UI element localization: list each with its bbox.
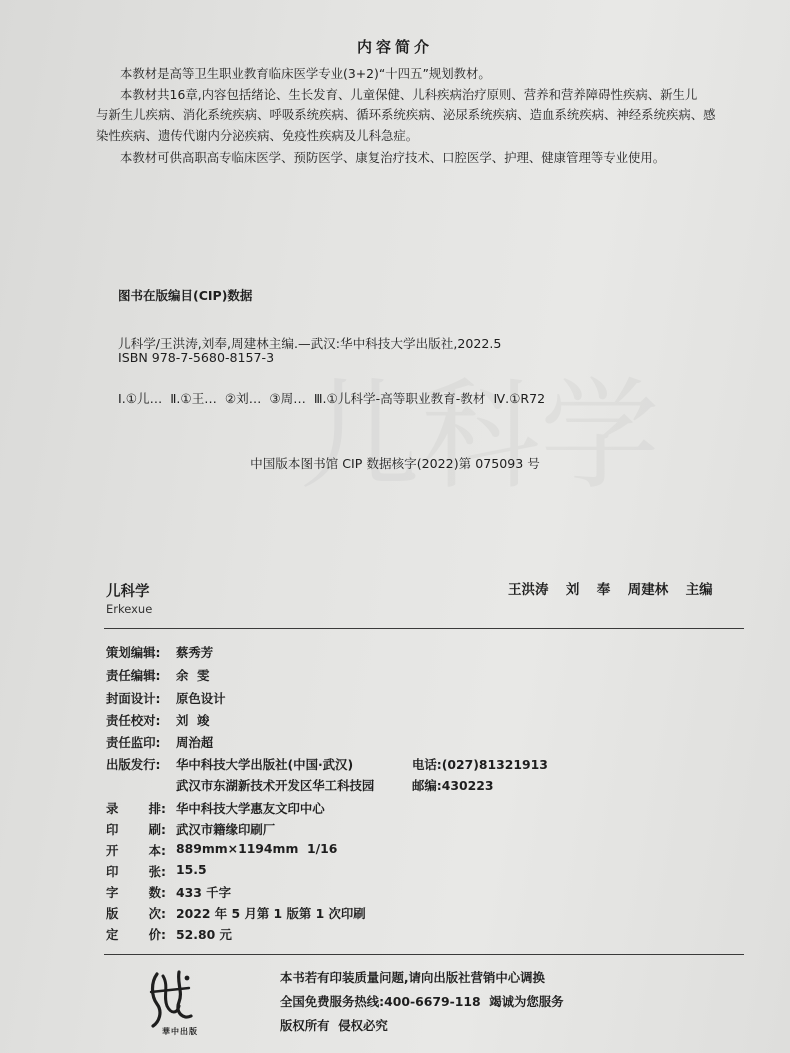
publisher-address: 武汉市东湖新技术开发区华工科技园 xyxy=(176,778,375,793)
spec-label-char: 字 xyxy=(106,885,119,900)
spec-value: 2022 年 5 月第 1 版第 1 次印刷 xyxy=(176,906,366,921)
cip-title: 图书在版编目(CIP)数据 xyxy=(118,288,253,303)
spec-label-char: 印 xyxy=(106,864,119,879)
spec-label-char: 排: xyxy=(148,801,166,816)
credit-label: 策划编辑: xyxy=(106,645,161,660)
isbn: ISBN 978-7-5680-8157-3 xyxy=(118,350,275,365)
footer-quality-notice: 本书若有印装质量问题,请向出版社营销中心调换 xyxy=(280,970,545,985)
spec-label-char: 定 xyxy=(106,927,119,942)
credit-label: 责任监印: xyxy=(106,735,161,750)
summary-paragraph-3: 本教材可供高职高专临床医学、预防医学、康复治疗技术、口腔医学、护理、健康管理等专业使用。 xyxy=(120,150,666,165)
credit-label: 责任校对: xyxy=(106,713,161,728)
divider-bottom xyxy=(104,954,744,955)
publisher-logo-text: 華中出版 xyxy=(162,1027,198,1036)
credit-value: 蔡秀芳 xyxy=(176,645,214,660)
spec-row xyxy=(106,925,232,943)
publisher-postcode: 邮编:430223 xyxy=(412,778,494,793)
credit-value: 余 雯 xyxy=(176,668,210,683)
credit-row xyxy=(106,666,209,684)
spec-label-char: 张: xyxy=(148,864,166,879)
spec-value: 889mm×1194mm 1/16 xyxy=(176,841,338,856)
editors: 王洪涛 刘 奉 周建林 主编 xyxy=(508,582,713,598)
credit-row xyxy=(106,755,353,773)
spec-label-char: 次: xyxy=(148,906,166,921)
credit-label: 封面设计: xyxy=(106,691,161,706)
credit-label: 出版发行: xyxy=(106,757,161,772)
spec-label-char: 开 xyxy=(106,843,119,858)
credit-value: 华中科技大学出版社(中国·武汉) xyxy=(176,757,354,772)
credit-row xyxy=(106,689,226,707)
credit-value: 原色设计 xyxy=(176,691,226,706)
credit-label: 责任编辑: xyxy=(106,668,161,683)
spec-value: 52.80 元 xyxy=(176,927,232,942)
spec-value: 15.5 xyxy=(176,862,207,877)
cip-data-number: 中国版本图书馆 CIP 数据核字(2022)第 075093 号 xyxy=(250,456,540,471)
spec-value: 华中科技大学惠友文印中心 xyxy=(176,801,325,816)
cip-record: 儿科学/王洪涛,刘奉,周建林主编.—武汉:华中科技大学出版社,2022.5 xyxy=(118,336,502,351)
divider-top xyxy=(104,628,744,629)
spec-row xyxy=(106,883,231,901)
summary-paragraph-2-line-2: 与新生儿疾病、消化系统疾病、呼吸系统疾病、循环系统疾病、泌尿系统疾病、造血系统疾病、神经系统疾病、感 xyxy=(96,107,716,122)
spec-row xyxy=(106,904,366,922)
bleed-through-shadow xyxy=(300,340,660,512)
spec-value: 433 千字 xyxy=(176,885,231,900)
cip-classification: Ⅰ.①儿… Ⅱ.①王… ②刘… ③周… Ⅲ.①儿科学-高等职业教育-教材 Ⅳ.①R72 xyxy=(118,391,546,406)
credit-row xyxy=(106,733,213,751)
credit-row xyxy=(106,711,209,729)
spec-label-char: 录 xyxy=(106,801,119,816)
spec-label-char: 版 xyxy=(106,906,119,921)
spec-label-char: 数: xyxy=(148,885,166,900)
spec-row xyxy=(106,862,207,880)
credit-row xyxy=(106,643,213,661)
spec-row xyxy=(106,841,337,859)
summary-paragraph-2-line-3: 染性疾病、遗传代谢内分泌疾病、免疫性疾病及儿科急症。 xyxy=(96,128,419,143)
spec-row xyxy=(106,820,275,838)
spec-label-char: 价: xyxy=(148,927,166,942)
credit-value: 周治超 xyxy=(176,735,214,750)
spec-label-char: 刷: xyxy=(148,822,166,837)
publisher-phone: 电话:(027)81321913 xyxy=(412,757,548,772)
summary-paragraph-1: 本教材是高等卫生职业教育临床医学专业(3+2)“十四五”规划教材。 xyxy=(120,66,491,81)
book-pinyin: Erkexue xyxy=(106,602,153,616)
spec-row xyxy=(106,799,325,817)
spec-value: 武汉市籍缘印刷厂 xyxy=(176,822,276,837)
footer-copyright: 版权所有 侵权必究 xyxy=(280,1018,388,1033)
credit-value: 刘 竣 xyxy=(176,713,210,728)
spec-label-char: 印 xyxy=(106,822,119,837)
summary-title: 内容简介 xyxy=(356,38,433,56)
spec-label-char: 本: xyxy=(148,843,166,858)
footer-hotline: 全国免费服务热线:400-6679-118 竭诚为您服务 xyxy=(280,994,564,1009)
book-title: 儿科学 xyxy=(106,584,150,600)
summary-paragraph-2-line-1: 本教材共16章,内容包括绪论、生长发育、儿童保健、儿科疾病治疗原则、营养和营养障碍性疾病、新生儿 xyxy=(120,87,698,102)
